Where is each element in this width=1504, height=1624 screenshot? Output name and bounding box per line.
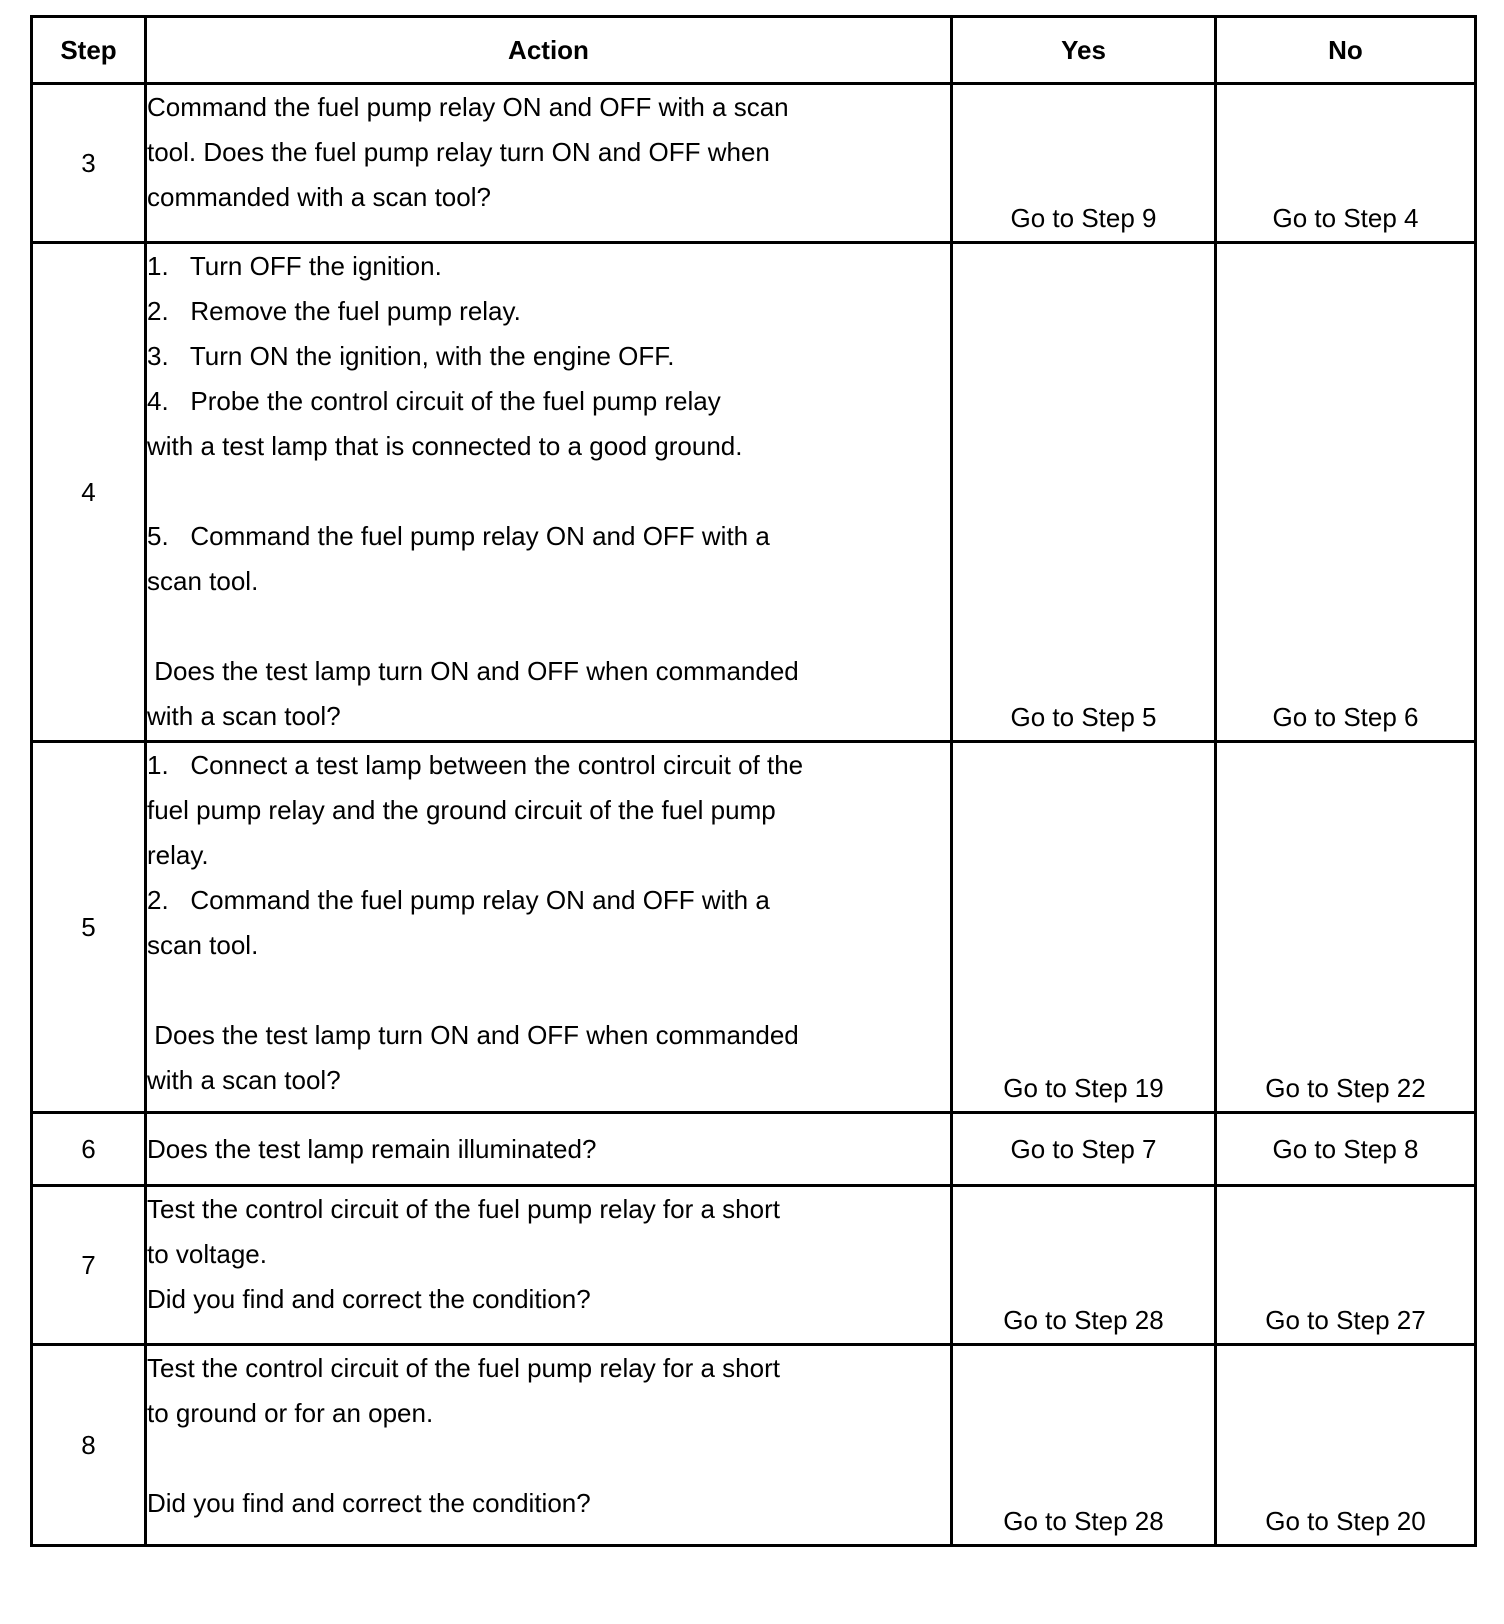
table-row: [32, 1186, 1476, 1345]
action-line: [147, 968, 950, 1013]
action-line: relay.: [147, 840, 209, 870]
diagnostic-table: [30, 15, 1477, 1547]
action-cell: [146, 742, 952, 1113]
yes-result: Go to Step 9: [952, 84, 1216, 243]
action-line: scan tool.: [147, 566, 259, 596]
table-row: [32, 1345, 1476, 1546]
action-line: Does the test lamp turn ON and OFF when commanded: [147, 1020, 799, 1050]
action-line: [147, 1436, 950, 1481]
action-line: 5. Command the fuel pump relay ON and OFF with a: [147, 521, 770, 551]
action-line: commanded with a scan tool?: [147, 182, 491, 212]
header-row: [32, 17, 1476, 84]
step-number: 7: [32, 1186, 146, 1345]
header-yes: Yes: [952, 17, 1216, 84]
action-line: [147, 469, 950, 514]
yes-result: Go to Step 7: [952, 1113, 1216, 1186]
step-number: 3: [32, 84, 146, 243]
action-line: Test the control circuit of the fuel pump relay for a short: [147, 1353, 780, 1383]
action-cell: [146, 84, 952, 243]
step-number: 8: [32, 1345, 146, 1546]
action-line: 4. Probe the control circuit of the fuel pump relay: [147, 386, 721, 416]
no-result: Go to Step 22: [1216, 742, 1476, 1113]
action-line: tool. Does the fuel pump relay turn ON and OFF when: [147, 137, 770, 167]
action-line: with a test lamp that is connected to a good ground.: [147, 431, 743, 461]
step-number: 6: [32, 1113, 146, 1186]
action-line: Test the control circuit of the fuel pump relay for a short: [147, 1194, 780, 1224]
action-line: with a scan tool?: [147, 701, 341, 731]
action-cell: [146, 1345, 952, 1546]
table-row: [32, 1113, 1476, 1186]
action-line: Did you find and correct the condition?: [147, 1284, 591, 1314]
action-line: Does the test lamp remain illuminated?: [147, 1133, 597, 1164]
no-result: Go to Step 20: [1216, 1345, 1476, 1546]
action-line: scan tool.: [147, 930, 259, 960]
action-line: 1. Turn OFF the ignition.: [147, 251, 442, 281]
step-number: 4: [32, 243, 146, 742]
action-cell: [146, 243, 952, 742]
action-line: to voltage.: [147, 1239, 267, 1269]
step-number: 5: [32, 742, 146, 1113]
action-cell: [146, 1186, 952, 1345]
action-line: 2. Command the fuel pump relay ON and OFF with a: [147, 885, 770, 915]
yes-result: Go to Step 28: [952, 1345, 1216, 1546]
table-row: [32, 742, 1476, 1113]
header-action: Action: [146, 17, 952, 84]
no-result: Go to Step 8: [1216, 1113, 1476, 1186]
yes-result: Go to Step 28: [952, 1186, 1216, 1345]
action-line: Command the fuel pump relay ON and OFF with a scan: [147, 92, 789, 122]
action-line: [147, 604, 950, 649]
table-row: [32, 84, 1476, 243]
yes-result: Go to Step 5: [952, 243, 1216, 742]
no-result: Go to Step 27: [1216, 1186, 1476, 1345]
no-result: Go to Step 4: [1216, 84, 1476, 243]
action-line: 1. Connect a test lamp between the control circuit of the: [147, 750, 804, 780]
header-no: No: [1216, 17, 1476, 84]
yes-result: Go to Step 19: [952, 742, 1216, 1113]
action-line: 2. Remove the fuel pump relay.: [147, 296, 521, 326]
action-line: to ground or for an open.: [147, 1398, 434, 1428]
no-result: Go to Step 6: [1216, 243, 1476, 742]
action-line: Did you find and correct the condition?: [147, 1488, 591, 1518]
action-line: with a scan tool?: [147, 1065, 341, 1095]
header-step: Step: [32, 17, 146, 84]
action-line: 3. Turn ON the ignition, with the engine OFF.: [147, 341, 675, 371]
action-cell: [146, 1113, 952, 1186]
table-body: [32, 84, 1476, 1546]
action-line: fuel pump relay and the ground circuit of the fuel pump: [147, 795, 776, 825]
action-line: Does the test lamp turn ON and OFF when commanded: [147, 656, 799, 686]
table-row: [32, 243, 1476, 742]
